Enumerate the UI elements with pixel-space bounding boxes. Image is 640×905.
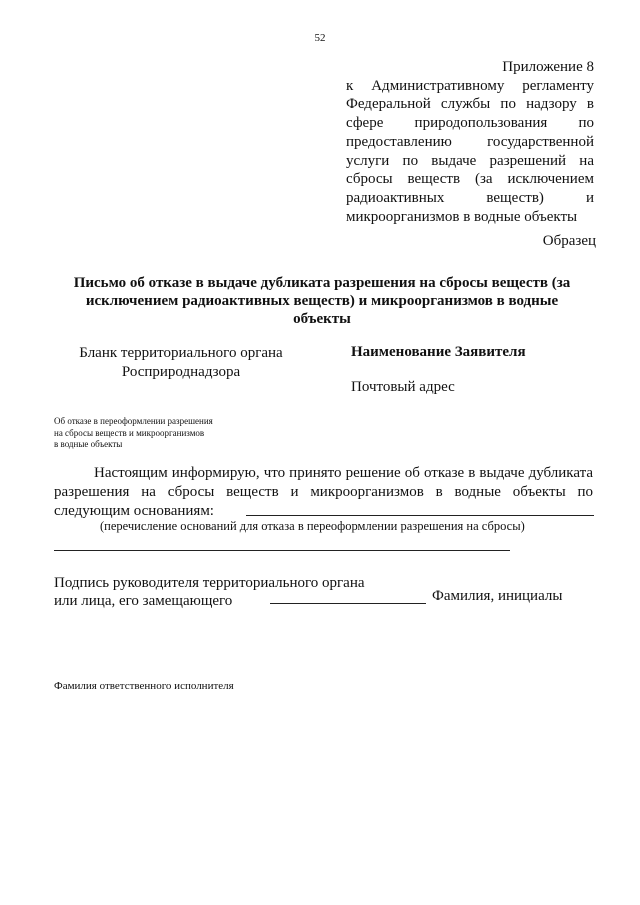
letterhead-line: Бланк территориального органа xyxy=(79,345,283,361)
signature-label-line: или лица, его замещающего xyxy=(54,593,233,609)
grounds-line xyxy=(246,515,594,516)
page-number: 52 xyxy=(314,32,326,44)
letterhead-line: Росприроднадзора xyxy=(121,364,241,380)
signature-label-line: Подпись руководителя территориального органа xyxy=(54,575,365,591)
signature-line xyxy=(270,603,426,604)
appendix-title: Приложение 8 xyxy=(502,59,594,75)
letter-title: Письмо об отказе в выдаче дубликата разрешения на сбросы веществ (за исключением радиоактивных веществ) и микроорганизмов в водные объекты xyxy=(73,275,571,327)
appendix-body: к Административному регламенту Федеральной службы по надзору в сфере природопользования по предоставлению государственной услуги по выдаче разрешений на сбросы веществ (за исключением радиоактивных веществ) и микроорганизмов в водные объекты xyxy=(346,77,594,225)
sample-label: Образец xyxy=(542,233,596,249)
signature-name-label: Фамилия, инициалы xyxy=(432,588,563,604)
grounds-line-2 xyxy=(54,550,510,551)
subject-note-line: Об отказе в переоформлении разрешения xyxy=(54,416,213,426)
applicant-name-label: Наименование Заявителя xyxy=(351,344,526,360)
executor-label: Фамилия ответственного исполнителя xyxy=(54,680,234,692)
subject-note-line: на сбросы веществ и микроорганизмов xyxy=(54,427,205,438)
subject-note xyxy=(54,416,264,451)
grounds-hint: (перечисление оснований для отказа в переоформлении разрешения на сбросы) xyxy=(100,519,525,533)
appendix-block xyxy=(346,58,594,226)
letterhead xyxy=(70,344,292,382)
body-text: Настоящим информирую, что принято решение об отказе в выдаче дубликата разрешения на сбросы веществ и микроорганизмов в водные объекты по следующим основаниям: xyxy=(54,465,593,519)
postal-address-label: Почтовый адрес xyxy=(351,379,455,395)
subject-note-line: в водные объекты xyxy=(54,439,123,449)
signature-block xyxy=(54,574,365,610)
